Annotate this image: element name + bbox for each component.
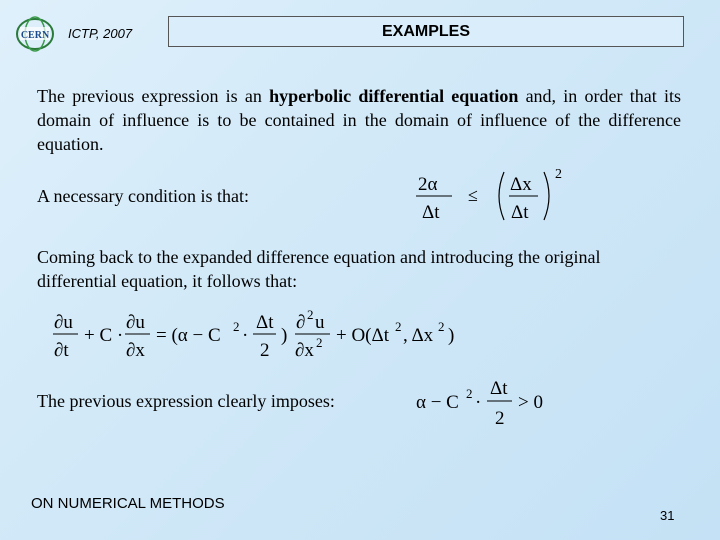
footer-label: ON NUMERICAL METHODS xyxy=(31,495,225,512)
page-number: 31 xyxy=(660,508,675,523)
slide-title xyxy=(168,16,684,47)
paragraph-4: The previous expression clearly imposes: xyxy=(37,391,335,411)
equation-imposed xyxy=(414,374,554,435)
svg-text:∂x: ∂x xyxy=(126,340,145,361)
svg-text:Δt: Δt xyxy=(256,312,274,333)
svg-text:2α: 2α xyxy=(418,174,438,195)
svg-text:2: 2 xyxy=(316,335,323,350)
svg-text:2: 2 xyxy=(307,307,314,322)
svg-text:α − C: α − C xyxy=(416,392,459,413)
svg-text:·: · xyxy=(475,392,482,413)
svg-text:): ) xyxy=(281,325,288,346)
svg-text:∂: ∂ xyxy=(296,312,306,333)
svg-text:Δt: Δt xyxy=(490,378,508,399)
para1-bold: hyperbolic differential equation xyxy=(269,86,519,106)
equation-modified xyxy=(50,304,480,371)
equation-condition xyxy=(410,164,570,233)
svg-text:> 0: > 0 xyxy=(518,392,543,413)
slide-title-text: EXAMPLES xyxy=(381,22,470,40)
svg-text:2: 2 xyxy=(438,319,445,334)
svg-text:2: 2 xyxy=(395,319,402,334)
para1-pre: The previous expression is an xyxy=(37,86,270,106)
para1-post: and, in order that its domain of influence is to be contained in the domain of influence of the difference equation. xyxy=(37,86,682,154)
svg-text:2: 2 xyxy=(555,167,562,182)
svg-text:·: · xyxy=(242,325,249,346)
svg-text:Δx: Δx xyxy=(510,174,532,195)
svg-text:Δt: Δt xyxy=(511,202,529,223)
svg-text:+ C ·: + C · xyxy=(84,325,124,346)
svg-text:= (α − C: = (α − C xyxy=(156,325,221,346)
paragraph-3: Coming back to the expanded difference equation and introducing the original differential equation, it follows that: xyxy=(37,247,601,291)
svg-text:2: 2 xyxy=(466,386,473,401)
svg-text:2: 2 xyxy=(495,408,505,429)
cern-logo xyxy=(14,14,56,54)
svg-text:∂t: ∂t xyxy=(54,340,69,361)
svg-text:≤: ≤ xyxy=(468,185,478,205)
svg-text:Δt: Δt xyxy=(422,202,440,223)
svg-text:): ) xyxy=(448,325,455,346)
header-left-label: ICTP, 2007 xyxy=(68,26,133,41)
svg-text:+ O(Δt: + O(Δt xyxy=(336,325,390,346)
paragraph-1 xyxy=(37,84,681,156)
svg-text:∂u: ∂u xyxy=(54,312,73,333)
svg-text:, Δx: , Δx xyxy=(403,325,434,346)
svg-text:∂x: ∂x xyxy=(295,340,314,361)
svg-text:2: 2 xyxy=(233,319,240,334)
svg-text:2: 2 xyxy=(260,340,270,361)
paragraph-2: A necessary condition is that: xyxy=(37,186,249,206)
svg-text:CERN: CERN xyxy=(20,30,50,41)
svg-text:∂u: ∂u xyxy=(126,312,145,333)
svg-text:u: u xyxy=(315,312,325,333)
